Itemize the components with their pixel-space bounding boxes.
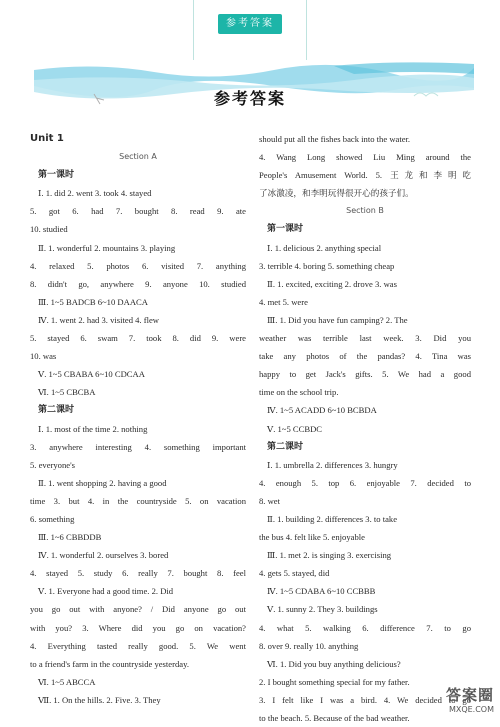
section-label: Section B [346,206,384,216]
answer-line: 4. what 5. walking 6. difference 7. to go [259,622,471,633]
answer-line: 4. enough 5. top 6. enjoyable 7. decided to [259,477,471,488]
answer-line: Ⅱ. 1. excited, exciting 2. drove 3. was [267,278,397,289]
watermark-url: MXQE.COM [448,705,494,714]
answer-line: Ⅴ. 1~5 CBABA 6~10 CDCAA [38,369,145,380]
answer-line: to a friend's farm in the countryside yesterday. [30,658,189,669]
answer-line: Ⅲ. 1~5 BADCB 6~10 DAACA [38,296,148,307]
answer-line: 8. over 9. really 10. anything [259,640,359,651]
page-title: 参考答案 [213,89,286,108]
answer-line: 4. Wang Long showed Liu Ming around the [259,152,471,163]
answer-line: Ⅶ. 1. On the hills. 2. Five. 3. They [38,694,161,705]
answer-line: Ⅰ. 1. did 2. went 3. took 4. stayed [38,188,152,199]
answer-line: take any photos of the pandas? 4. Tina was [259,351,471,362]
answer-line: Ⅱ. 1. building 2. differences 3. to take [267,513,398,524]
watermark-logo [434,684,494,720]
answer-line: 8. wet [259,495,281,506]
answer-line: 4. met 5. were [259,296,308,307]
answer-line: 3. I felt like I was a bird. 4. We decided to go [259,694,471,705]
answer-line: Ⅲ. 1~6 CBBDDB [38,532,102,543]
answer-column-right [259,130,471,727]
answer-line: time on the school trip. [259,387,339,398]
answer-line: Ⅳ. 1. wonderful 2. ourselves 3. bored [38,550,169,561]
watermark-text: 答案圈 [445,686,494,704]
answer-line: Ⅱ. 1. went shopping 2. having a good [38,477,167,488]
header-tag: 参考答案 [218,14,282,34]
answer-line: Ⅳ. 1~5 CDABA 6~10 CCBBB [267,586,376,597]
answer-line: Ⅱ. 1. wonderful 2. mountains 3. playing [38,242,176,253]
unit-title: Unit 1 [30,133,64,144]
answer-line: 4. relaxed 5. photos 6. visited 7. anything [30,260,246,271]
answer-line: you go out with anyone? / Did anyone go out [30,604,246,615]
answer-line: Ⅰ. 1. most of the time 2. nothing [38,423,148,434]
lesson-heading: 第一课时 [267,224,304,235]
answer-line: 5. everyone's [30,459,75,470]
answer-line: 4. Everything tasted really good. 5. We went [30,640,246,651]
answer-line: Ⅳ. 1. went 2. had 3. visited 4. flew [38,314,160,325]
answer-line: 6. something [30,513,75,524]
answer-line: Ⅲ. 1. met 2. is singing 3. exercising [267,550,392,561]
answer-line: with you? 3. Where did you go on vacation? [30,622,246,633]
answer-line: 3. terrible 4. boring 5. something cheap [259,260,395,271]
answer-line: Ⅵ. 1~5 ABCCA [38,676,96,687]
answer-line: 4. stayed 5. study 6. really 7. bought 8. feel [30,568,246,579]
answer-line: Ⅰ. 1. delicious 2. anything special [267,242,382,253]
answer-line: Ⅵ. 1. Did you buy anything delicious? [267,658,401,669]
answer-line: to the beach. 5. Because of the bad weather. [259,713,410,723]
answer-line: Ⅵ. 1~5 CBCBA [38,387,96,398]
answer-line: weather was terrible last week. 3. Did you [259,333,471,344]
answer-line: Ⅰ. 1. umbrella 2. differences 3. hungry [267,459,398,470]
answer-line: 8. didn't go, anywhere 9. anyone 10. studied [30,278,246,289]
lesson-heading: 第二课时 [38,405,75,416]
answer-line: 10. studied [30,224,68,235]
answer-line: 5. stayed 6. swam 7. took 8. did 9. were [30,333,246,344]
answer-line: should put all the fishes back into the water. [259,134,411,144]
answer-line: Ⅴ. 1~5 CCBDC [267,423,323,434]
answer-line: 5. got 6. had 7. bought 8. read 9. ate [30,206,246,217]
answer-column-left [30,130,246,709]
answer-line: 3. anywhere interesting 4. something important [30,441,246,452]
header-rule-right [306,0,307,60]
answer-line: Ⅴ. 1. sunny 2. They 3. buildings [267,604,378,615]
answer-line: People's Amusement World. 5. 王龙和李明吃 [259,170,471,181]
section-label: Section A [119,152,157,162]
answer-line: 10. was [30,351,57,362]
answer-line: Ⅲ. 1. Did you have fun camping? 2. The [267,314,408,325]
answer-line: time 3. but 4. in the countryside 5. on vacation [30,495,246,506]
answer-line: Ⅳ. 1~5 ACADD 6~10 BCBDA [267,405,377,416]
answer-line: happy to get Jack's gifts. 5. We had a good [259,369,471,380]
header-rule-left [193,0,194,60]
lesson-heading: 第一课时 [38,170,75,181]
answer-line: 4. gets 5. stayed, did [259,568,330,579]
answer-line: 2. I bought something special for my father. [259,676,410,687]
answer-line: Ⅴ. 1. Everyone had a good time. 2. Did [38,586,174,597]
answer-line: the bus 4. felt like 5. enjoyable [259,532,365,543]
answer-line: 了冰激凌，和李明玩得很开心的孩子们。 [259,188,414,199]
lesson-heading: 第二课时 [267,441,304,452]
